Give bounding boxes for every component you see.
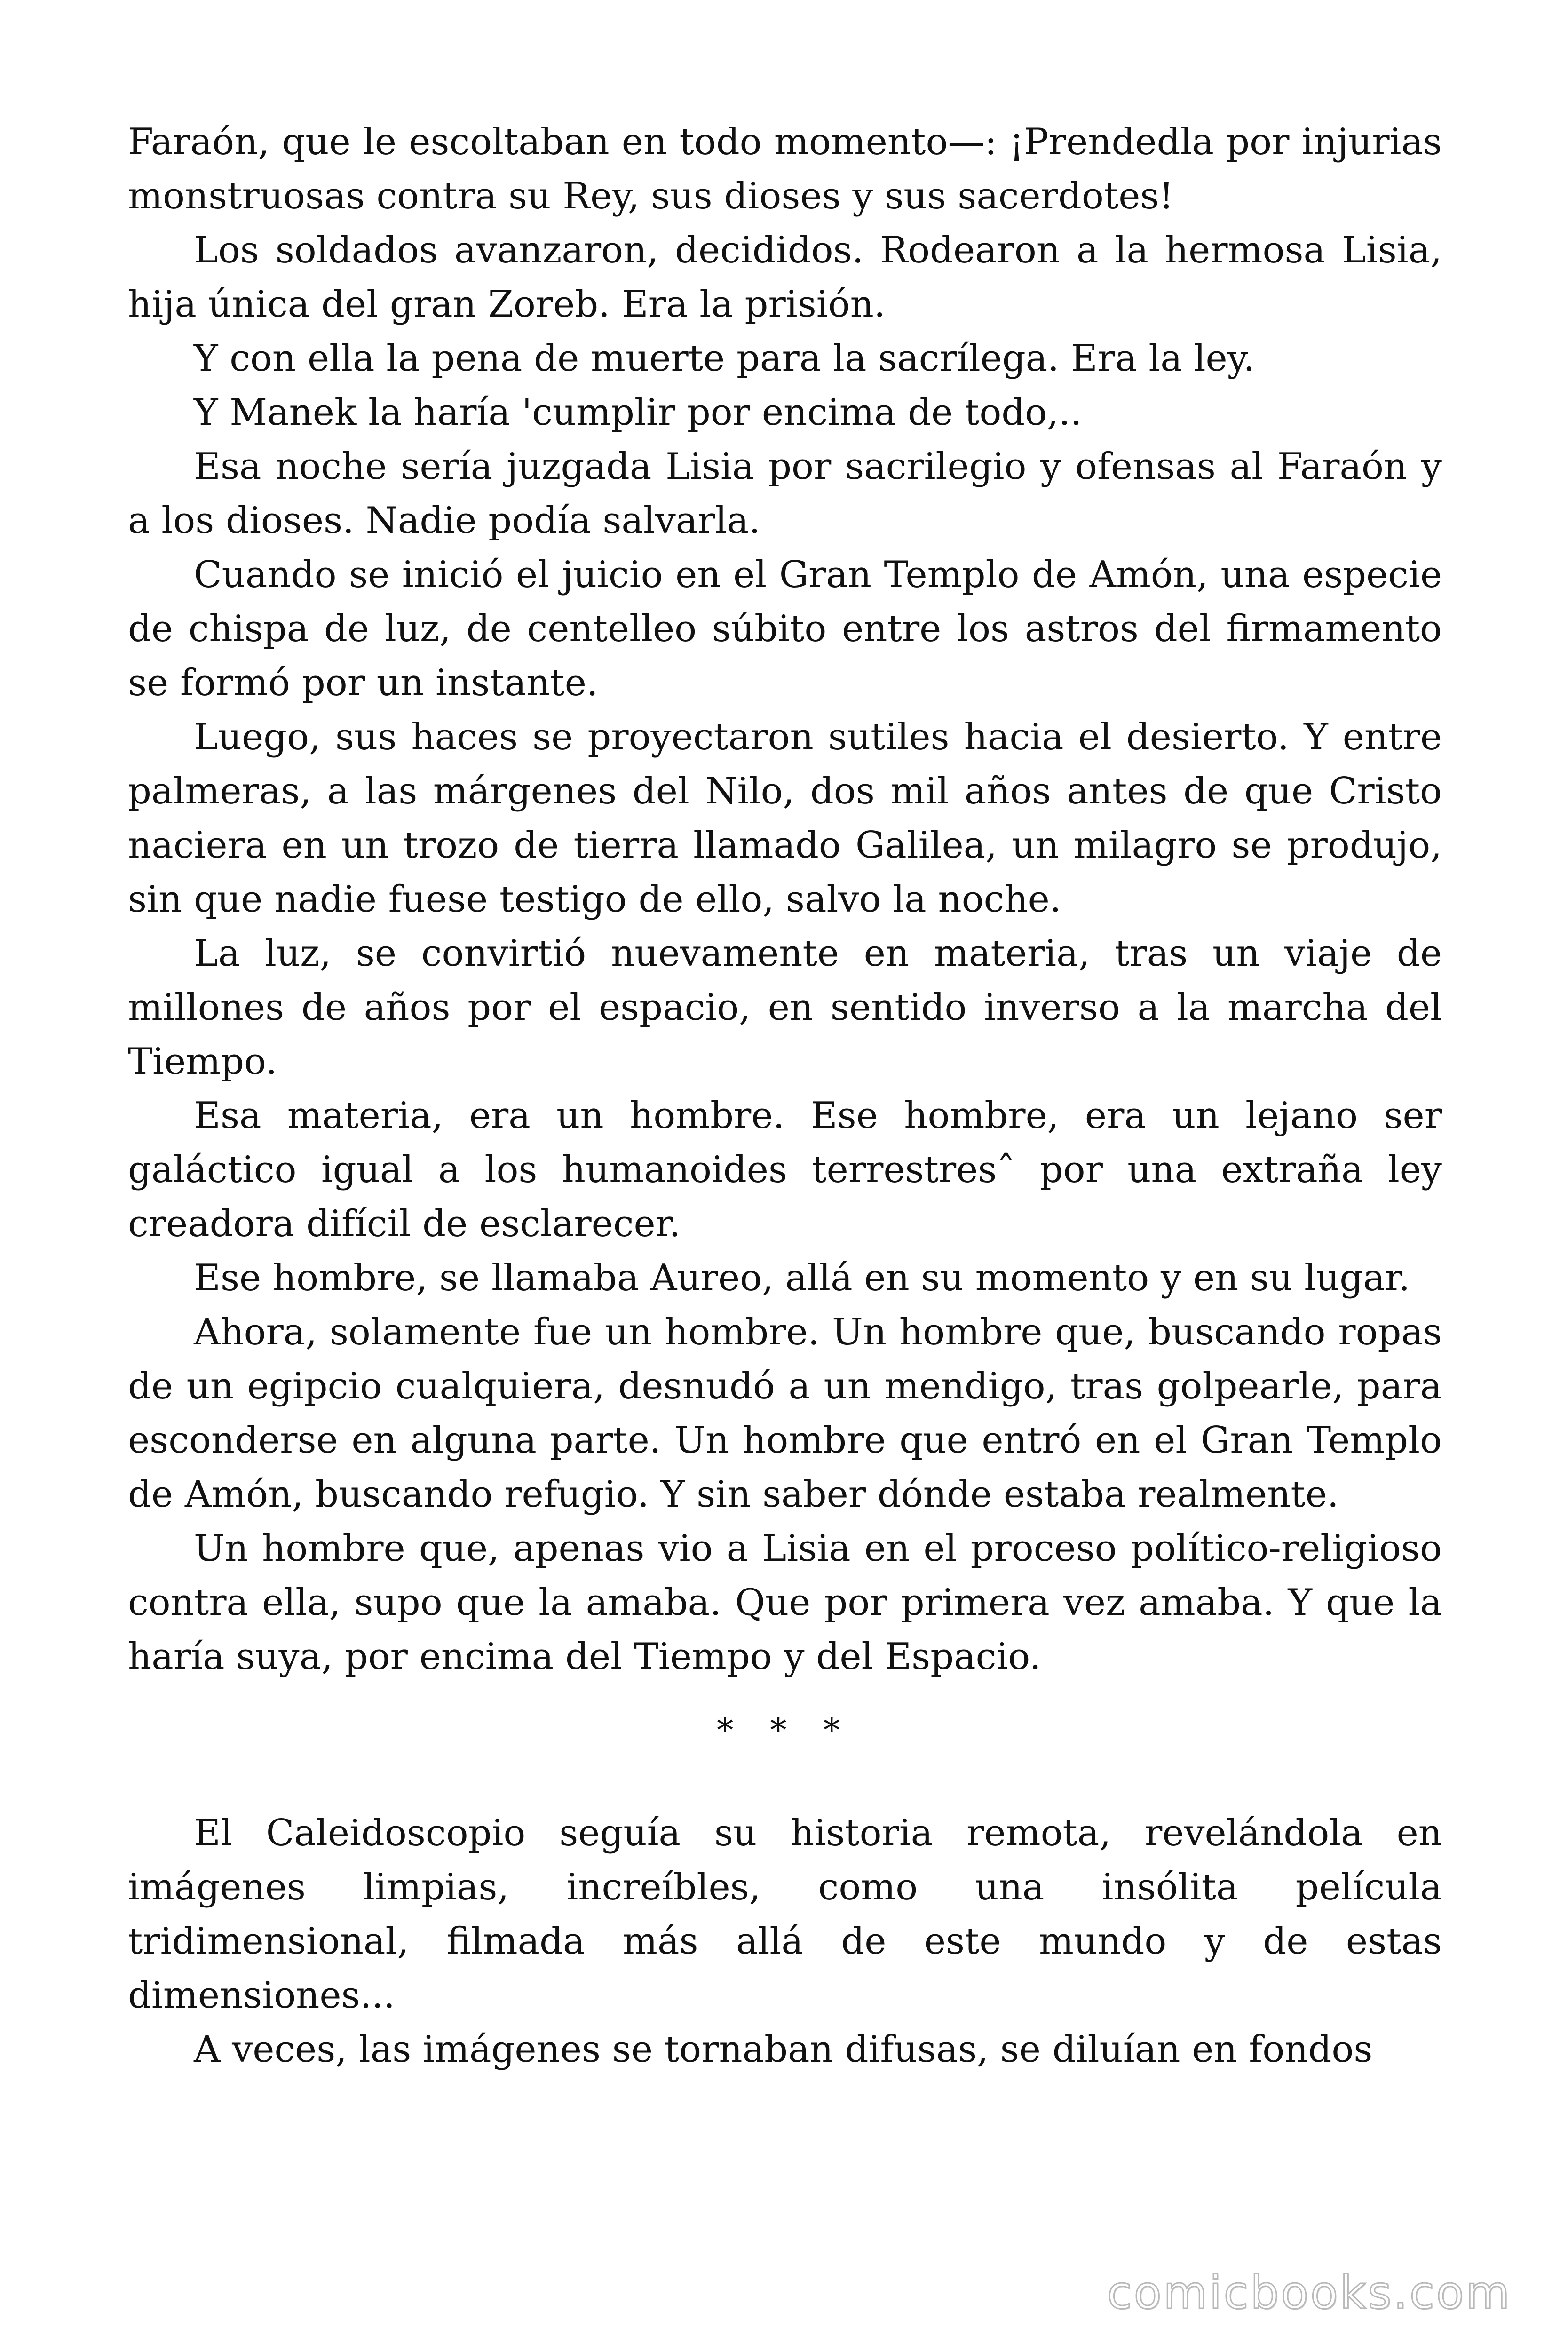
paragraph-12: Un hombre que, apenas vio a Lisia en el proceso político-religioso contra ella, supo que la amaba. Que por primera vez amaba. Y que la haría suya, por encima del Tiempo y del Espacio. [128, 1527, 1442, 1678]
paragraph-5: Esa noche sería juzgada Lisia por sacrilegio y ofensas al Faraón y a los dioses. Nadie podía salvarla. [128, 445, 1442, 542]
section-break: * * * [717, 1711, 853, 1749]
paragraph-4: Y Manek la haría 'cumplir por encima de todo,.. [194, 391, 1082, 434]
paragraph-6: Cuando se inició el juicio en el Gran Templo de Amón, una especie de chispa de luz, de centelleo súbito entre los astros del firmamento se formó por un instante. [128, 554, 1442, 704]
paragraph-13: El Caleidoscopio seguía su historia remota, revelándola en imágenes limpias, increíbles, como una insólita película tridimensional, filmada más allá de este mundo y de estas dimensiones... [128, 1812, 1442, 2017]
paragraph-9: Esa materia, era un hombre. Ese hombre, era un lejano ser galáctico igual a los humanoides terrestresˆ por una extraña ley creadora difícil de esclarecer. [128, 1095, 1442, 1245]
paragraph-7: Luego, sus haces se proyectaron sutiles hacia el desierto. Y entre palmeras, a las márgenes del Nilo, dos mil años antes de que Cristo naciera en un trozo de tierra llamado Galilea, un milagro se produjo, sin que nadie fuese testigo de ello, salvo la noche. [128, 716, 1442, 921]
paragraph-1: Faraón, que le escoltaban en todo momento—: ¡Prendedla por injurias monstruosas contra su Rey, sus dioses y sus sacerdotes! [128, 121, 1442, 217]
paragraph-8: La luz, se convirtió nuevamente en materia, tras un viaje de millones de años por el espacio, en sentido inverso a la marcha del Tiempo. [128, 932, 1442, 1083]
paragraph-2: Los soldados avanzaron, decididos. Rodearon a la hermosa Lisia, hija única del gran Zoreb. Era la prisión. [128, 229, 1442, 326]
paragraph-14: A veces, las imágenes se tornaban difusas, se diluían en fondos [194, 2028, 1373, 2071]
paragraph-11: Ahora, solamente fue un hombre. Un hombre que, buscando ropas de un egipcio cualquiera, desnudó a un mendigo, tras golpearle, para esconderse en alguna parte. Un hombre que entró en el Gran Templo de Amón, buscando refugio. Y sin saber dónde estaba realmente. [128, 1311, 1442, 1516]
paragraph-10: Ese hombre, se llamaba Aureo, allá en su momento y en su lugar. [194, 1257, 1410, 1299]
book-page [128, 115, 1442, 2077]
watermark: comicbooks.com [1107, 2266, 1512, 2319]
paragraph-3: Y con ella la pena de muerte para la sacrílega. Era la ley. [194, 337, 1255, 380]
